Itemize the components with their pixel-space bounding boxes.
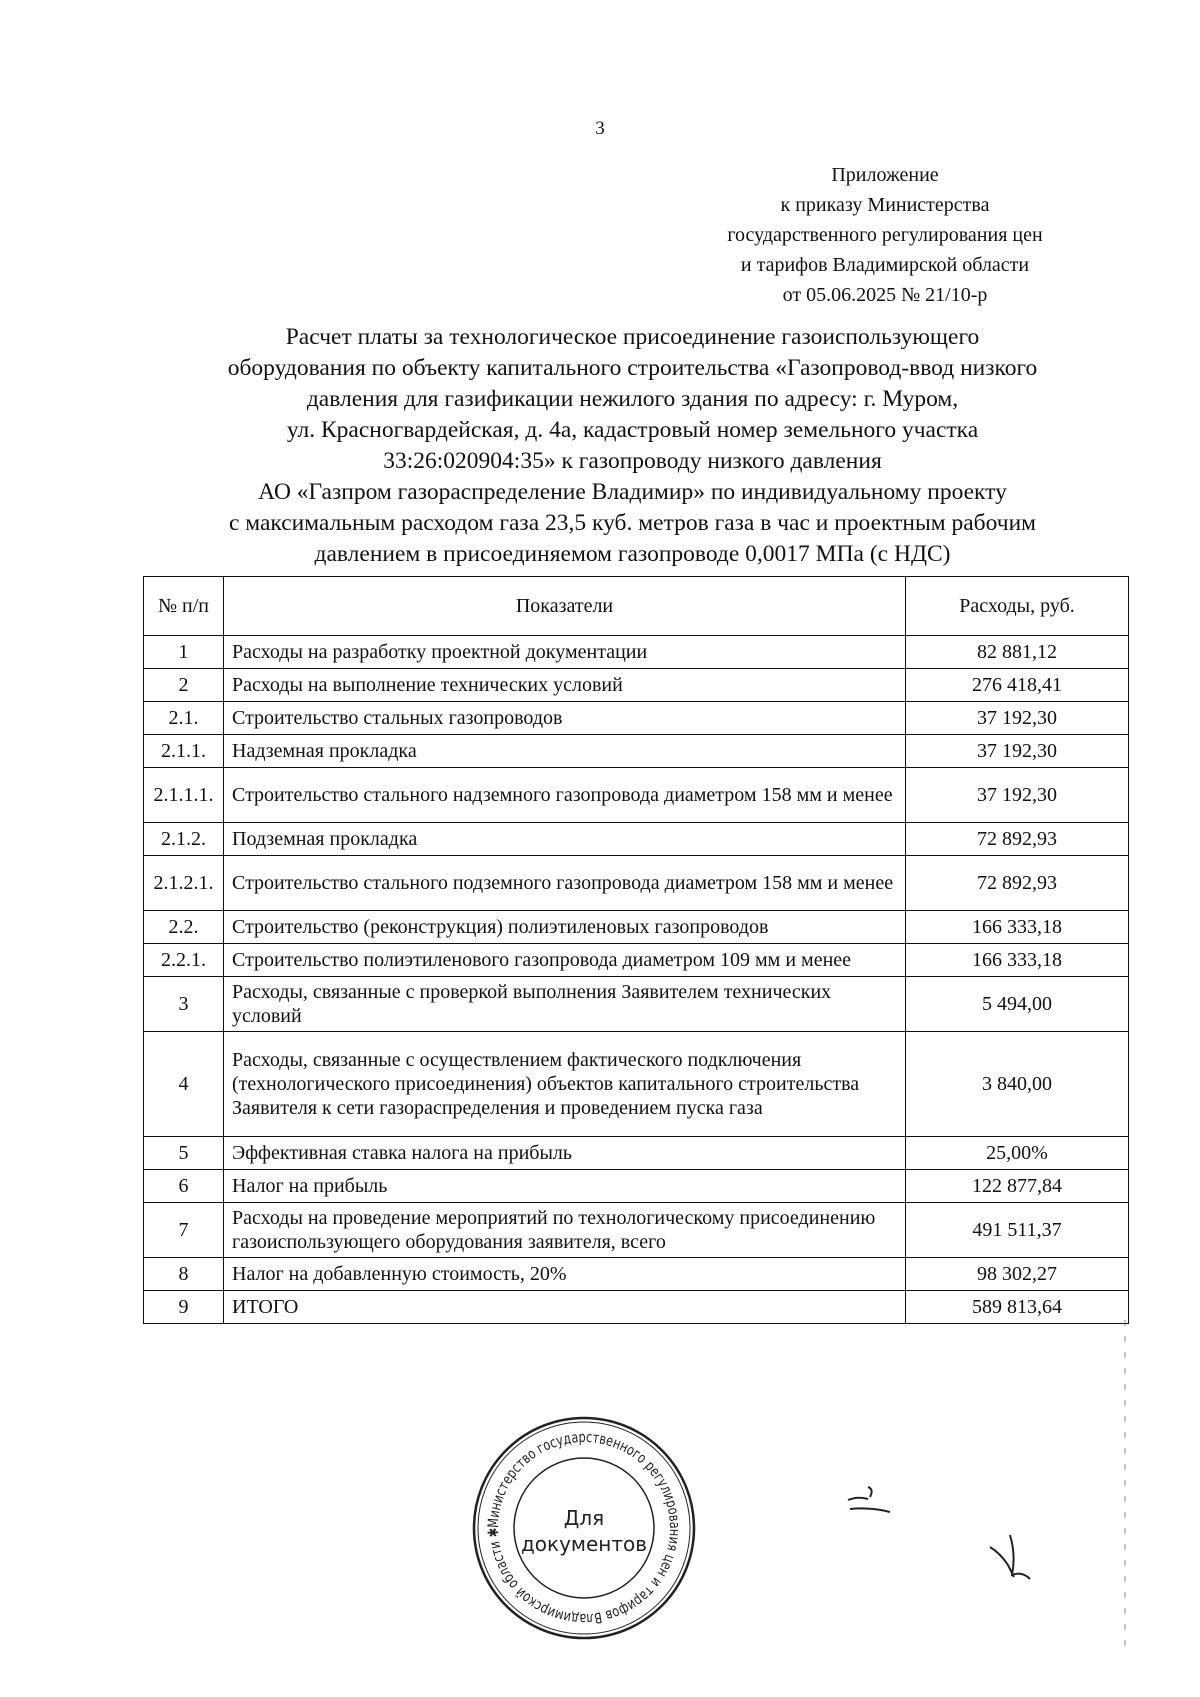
row-value: 72 892,93 (906, 823, 1129, 856)
row-number: 2.2. (144, 911, 224, 944)
title-line: давления для газификации нежилого здания по адресу: г. Муром, (306, 386, 959, 412)
row-value: 37 192,30 (906, 735, 1129, 768)
row-indicator: Подземная прокладка (224, 823, 906, 856)
row-number: 4 (144, 1032, 224, 1137)
row-number: 2 (144, 669, 224, 702)
document-title (140, 322, 1125, 570)
row-indicator: Надземная прокладка (224, 735, 906, 768)
stamp-center-line2: документов (520, 1532, 648, 1556)
header-expenses: Расходы, руб. (906, 577, 1129, 636)
row-indicator: Строительство (реконструкция) полиэтиленовых газопроводов (224, 911, 906, 944)
table-row (144, 669, 1129, 702)
table-row (144, 636, 1129, 669)
row-indicator: Строительство стальных газопроводов (224, 702, 906, 735)
title-line: оборудования по объекту капитального строительства «Газопровод-ввод низкого (227, 355, 1038, 381)
signature-marks (840, 1475, 1060, 1605)
row-value: 5 494,00 (906, 977, 1129, 1032)
table-row (144, 735, 1129, 768)
row-value: 98 302,27 (906, 1258, 1129, 1291)
row-indicator: Расходы на проведение мероприятий по технологическому присоединению газоиспользующего оборудования заявителя, всего (224, 1203, 906, 1258)
row-number: 2.1.1. (144, 735, 224, 768)
row-number: 2.1. (144, 702, 224, 735)
title-line: ул. Красногвардейская, д. 4а, кадастровый номер земельного участка (286, 417, 979, 443)
table-header-row (144, 577, 1129, 636)
row-number: 5 (144, 1137, 224, 1170)
row-number: 9 (144, 1291, 224, 1324)
table-row (144, 1291, 1129, 1324)
row-value: 3 840,00 (906, 1032, 1129, 1137)
table-row (144, 768, 1129, 823)
row-number: 2.2.1. (144, 944, 224, 977)
official-stamp (469, 1413, 699, 1643)
page-number: 3 (595, 118, 605, 139)
row-indicator: Налог на добавленную стоимость, 20% (224, 1258, 906, 1291)
appendix-line: к приказу Министерства (780, 194, 990, 216)
table-row (144, 944, 1129, 977)
row-indicator: Расходы, связанные с осуществлением фактического подключения (технологического присоединения) объектов капитального строительства Заявителя к сети газораспределения и проведением пуска газа (224, 1032, 906, 1137)
row-indicator: Эффективная ставка налога на прибыль (224, 1137, 906, 1170)
row-value: 589 813,64 (906, 1291, 1129, 1324)
row-number: 3 (144, 977, 224, 1032)
row-indicator: Расходы на разработку проектной документации (224, 636, 906, 669)
row-indicator: Налог на прибыль (224, 1170, 906, 1203)
row-value: 25,00% (906, 1137, 1129, 1170)
row-indicator: Строительство полиэтиленового газопровода диаметром 109 мм и менее (224, 944, 906, 977)
row-indicator: Расходы, связанные с проверкой выполнения Заявителем технических условий (224, 977, 906, 1032)
appendix-line: от 05.06.2025 № 21/10-р (782, 284, 988, 306)
appendix-line: государственного регулирования цен (727, 224, 1043, 246)
table-row (144, 911, 1129, 944)
table-row (144, 1203, 1129, 1258)
title-line: с максимальным расходом газа 23,5 куб. метров газа в час и проектным рабочим (228, 510, 1037, 536)
row-number: 8 (144, 1258, 224, 1291)
table-row (144, 1258, 1129, 1291)
header-indicator: Показатели (224, 577, 906, 636)
table-row (144, 977, 1129, 1032)
row-value: 276 418,41 (906, 669, 1129, 702)
stamp-ring-text: Министерство государственного регулирования цен и тарифов Владимирской области ✱ (485, 1429, 683, 1627)
calculation-table (143, 576, 1129, 1324)
title-line: давлением в присоединяемом газопроводе 0,0017 МПа (с НДС) (314, 541, 951, 567)
row-value: 491 511,37 (906, 1203, 1129, 1258)
row-indicator: ИТОГО (224, 1291, 906, 1324)
row-value: 122 877,84 (906, 1170, 1129, 1203)
title-line: Расчет платы за технологическое присоединение газоиспользующего (285, 324, 980, 350)
appendix-line: Приложение (831, 164, 939, 186)
row-number: 2.1.1.1. (144, 768, 224, 823)
table-row (144, 1170, 1129, 1203)
row-indicator: Расходы на выполнение технических условий (224, 669, 906, 702)
table-row (144, 856, 1129, 911)
table-row (144, 702, 1129, 735)
table-row (144, 1137, 1129, 1170)
title-line: 33:26:020904:35» к газопроводу низкого давления (383, 448, 882, 474)
row-value: 166 333,18 (906, 944, 1129, 977)
row-value: 72 892,93 (906, 856, 1129, 911)
appendix-line: и тарифов Владимирской области (740, 254, 1030, 276)
row-value: 166 333,18 (906, 911, 1129, 944)
table-row (144, 1032, 1129, 1137)
appendix-block (660, 160, 1110, 310)
row-number: 2.1.2. (144, 823, 224, 856)
table-row (144, 823, 1129, 856)
row-value: 37 192,30 (906, 768, 1129, 823)
row-value: 82 881,12 (906, 636, 1129, 669)
row-number: 6 (144, 1170, 224, 1203)
row-number: 2.1.2.1. (144, 856, 224, 911)
binding-edge-marks (1115, 1320, 1135, 1650)
row-indicator: Строительство стального надземного газопровода диаметром 158 мм и менее (224, 768, 906, 823)
title-line: АО «Газпром газораспределение Владимир» по индивидуальному проекту (258, 479, 1007, 505)
row-value: 37 192,30 (906, 702, 1129, 735)
row-number: 1 (144, 636, 224, 669)
header-number: № п/п (144, 577, 224, 636)
row-indicator: Строительство стального подземного газопровода диаметром 158 мм и менее (224, 856, 906, 911)
stamp-center-line1: Для (563, 1506, 605, 1530)
row-number: 7 (144, 1203, 224, 1258)
